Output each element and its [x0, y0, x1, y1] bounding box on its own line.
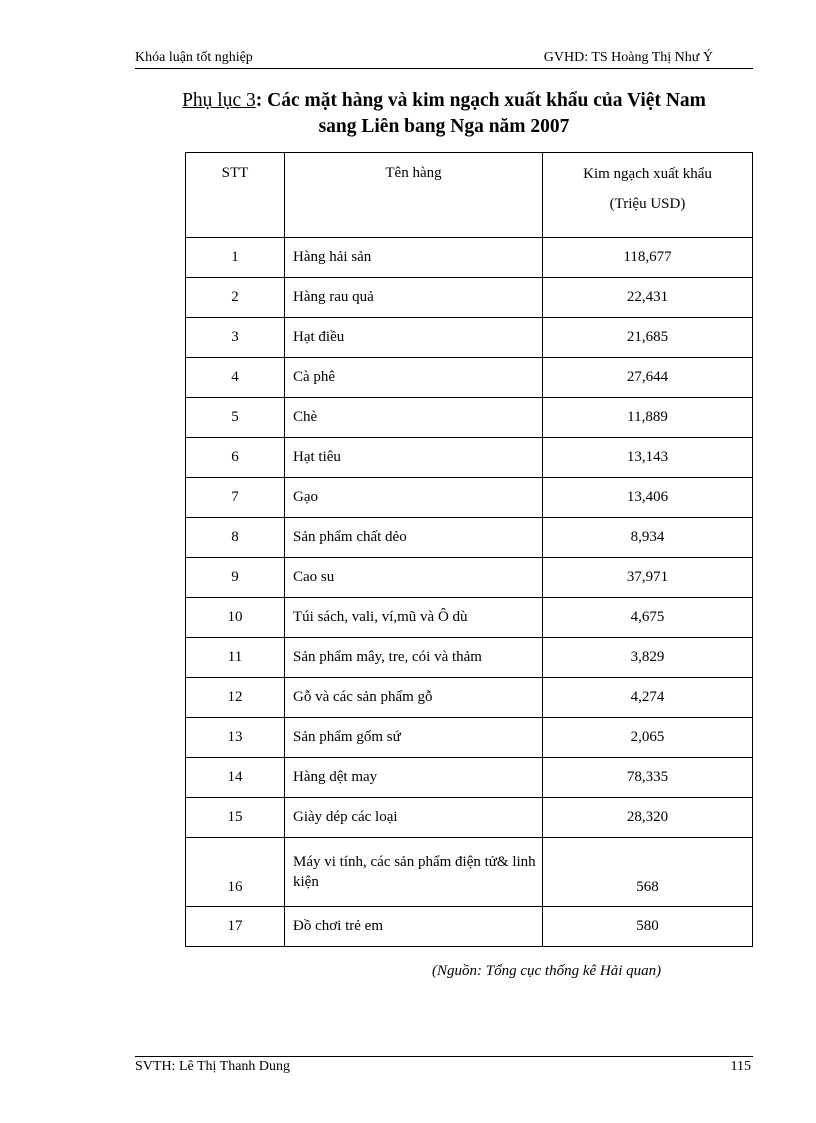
cell-stt: 7 [186, 478, 285, 518]
cell-name: Sản phẩm gốm sứ [285, 718, 543, 758]
table-row [186, 438, 753, 478]
cell-stt: 3 [186, 318, 285, 358]
cell-name: Chè [285, 398, 543, 438]
table-row [186, 518, 753, 558]
cell-stt: 15 [186, 798, 285, 838]
cell-stt: 16 [186, 838, 285, 907]
page-number: 115 [730, 1059, 751, 1074]
table-row [186, 838, 753, 907]
table-row [186, 398, 753, 438]
table-row [186, 678, 753, 718]
appendix-title-line2: sang Liên bang Nga năm 2007 [318, 116, 570, 137]
table-row [186, 718, 753, 758]
table-row [186, 798, 753, 838]
cell-value: 8,934 [543, 518, 753, 558]
cell-name: Máy vi tính, các sản phẩm điện tử& linh kiện [285, 838, 543, 907]
column-header-value-line2: (Triệu USD) [609, 196, 686, 212]
column-header-value [543, 153, 753, 238]
cell-stt: 9 [186, 558, 285, 598]
cell-stt: 5 [186, 398, 285, 438]
cell-value: 3,829 [543, 638, 753, 678]
cell-name: Hàng rau quả [285, 278, 543, 318]
cell-stt: 2 [186, 278, 285, 318]
cell-name: Hàng dệt may [285, 758, 543, 798]
table-body [186, 238, 753, 947]
cell-stt: 17 [186, 907, 285, 947]
header-thesis-label: Khóa luận tốt nghiệp [135, 50, 253, 65]
cell-name: Hàng hải sản [285, 238, 543, 278]
table-row [186, 358, 753, 398]
table-row [186, 278, 753, 318]
cell-name: Sản phẩm mây, tre, cói và thảm [285, 638, 543, 678]
cell-stt: 12 [186, 678, 285, 718]
cell-value: 2,065 [543, 718, 753, 758]
cell-value: 4,675 [543, 598, 753, 638]
cell-value: 11,889 [543, 398, 753, 438]
cell-value: 13,143 [543, 438, 753, 478]
cell-name: Hạt điều [285, 318, 543, 358]
cell-name: Gỗ và các sản phẩm gỗ [285, 678, 543, 718]
cell-value: 580 [543, 907, 753, 947]
cell-stt: 10 [186, 598, 285, 638]
table-row [186, 638, 753, 678]
column-header-name: Tên hàng [285, 153, 543, 238]
table-row [186, 238, 753, 278]
cell-value: 27,644 [543, 358, 753, 398]
cell-name: Cao su [285, 558, 543, 598]
cell-stt: 8 [186, 518, 285, 558]
cell-stt: 4 [186, 358, 285, 398]
appendix-number: Phụ lục 3 [182, 90, 256, 111]
cell-name: Hạt tiêu [285, 438, 543, 478]
cell-name: Sản phẩm chất dẻo [285, 518, 543, 558]
appendix-title-line1 [135, 88, 753, 114]
cell-name: Túi sách, vali, ví,mũ và Ô dù [285, 598, 543, 638]
appendix-title [135, 88, 753, 140]
appendix-title-text: : Các mặt hàng và kim ngạch xuất khẩu của Việt Nam [255, 90, 706, 111]
cell-value: 22,431 [543, 278, 753, 318]
cell-value: 4,274 [543, 678, 753, 718]
table-row [186, 907, 753, 947]
table-row [186, 558, 753, 598]
cell-value: 568 [543, 838, 753, 907]
column-header-stt: STT [186, 153, 285, 238]
cell-value: 21,685 [543, 318, 753, 358]
table-header-row [186, 153, 753, 238]
table-row [186, 318, 753, 358]
cell-stt: 13 [186, 718, 285, 758]
source-note: (Nguồn: Tổng cục thống kê Hải quan) [432, 963, 662, 979]
page-footer [135, 1056, 753, 1077]
cell-stt: 6 [186, 438, 285, 478]
cell-value: 28,320 [543, 798, 753, 838]
cell-name: Giày dép các loại [285, 798, 543, 838]
cell-name: Gạo [285, 478, 543, 518]
cell-name: Đồ chơi trẻ em [285, 907, 543, 947]
header-supervisor: GVHD: TS Hoàng Thị Như Ý [543, 50, 713, 65]
table-row [186, 478, 753, 518]
table-row [186, 598, 753, 638]
cell-stt: 14 [186, 758, 285, 798]
cell-value: 13,406 [543, 478, 753, 518]
cell-stt: 1 [186, 238, 285, 278]
cell-stt: 11 [186, 638, 285, 678]
cell-name: Cà phê [285, 358, 543, 398]
cell-value: 37,971 [543, 558, 753, 598]
column-header-value-line1: Kim ngạch xuất khẩu [583, 166, 712, 182]
table-row [186, 758, 753, 798]
export-table [185, 152, 753, 947]
cell-value: 118,677 [543, 238, 753, 278]
cell-value: 78,335 [543, 758, 753, 798]
page-header [135, 50, 753, 69]
footer-student: SVTH: Lê Thị Thanh Dung [135, 1059, 291, 1074]
